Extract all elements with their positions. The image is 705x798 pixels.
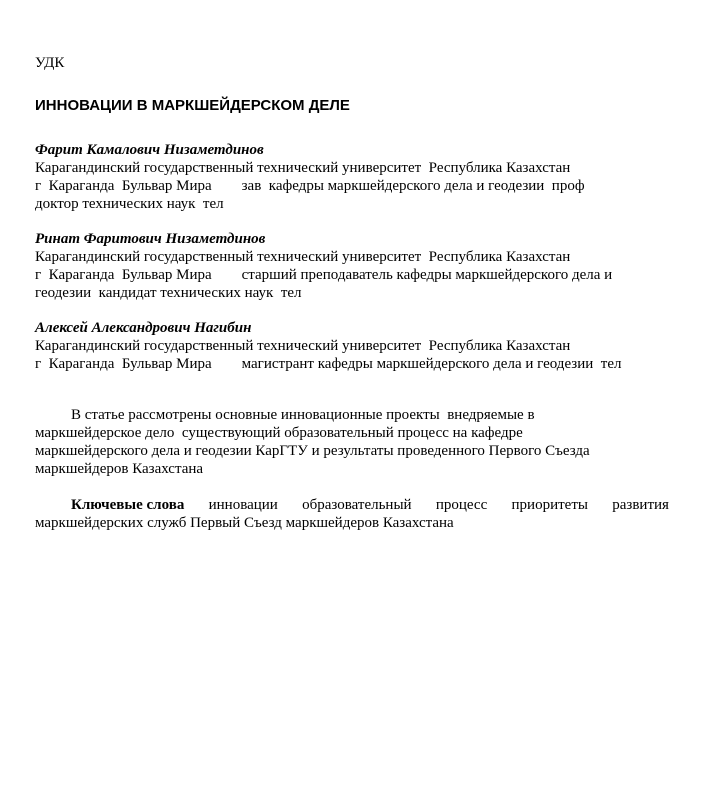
author-affiliation-line: Карагандинский государственный технический университет Республика Казахстан <box>35 338 571 354</box>
keywords-paragraph <box>35 496 669 532</box>
keyword: развития <box>612 497 669 513</box>
abstract-line: маркшейдеров Казахстана <box>35 461 204 477</box>
author-affiliation-line: г Караганда Бульвар Мира зав кафедры маркшейдерского дела и геодезии проф <box>35 178 585 194</box>
author-name: Фарит Камалович Низаметдинов <box>35 142 264 158</box>
abstract-line: маркшейдерского дела и геодезии КарГТУ и результаты проведенного Первого Съезда <box>35 443 590 459</box>
author-affiliation-line: г Караганда Бульвар Мира магистрант кафедры маркшейдерского дела и геодезии тел <box>35 356 622 372</box>
abstract-line: маркшейдерское дело существующий образовательный процесс на кафедре <box>35 425 523 441</box>
author-block-3 <box>35 319 675 373</box>
author-name: Алексей Александрович Нагибин <box>35 320 252 336</box>
keywords-first-line <box>35 496 669 514</box>
keyword: образовательный <box>302 497 412 513</box>
author-affiliation-line: геодезии кандидат технических наук тел <box>35 285 302 301</box>
keywords-continuation: маркшейдерских служб Первый Съезд маркшейдеров Казахстана <box>35 515 454 531</box>
author-name: Ринат Фаритович Низаметдинов <box>35 231 266 247</box>
author-affiliation-line: г Караганда Бульвар Мира старший преподаватель кафедры маркшейдерского дела и <box>35 267 613 283</box>
author-affiliation-line: Карагандинский государственный технический университет Республика Казахстан <box>35 249 571 265</box>
author-affiliation-line: доктор технических наук тел <box>35 196 224 212</box>
paper-title: ИННОВАЦИИ В МАРКШЕЙДЕРСКОМ ДЕЛЕ <box>35 97 350 114</box>
keyword: инновации <box>208 497 278 513</box>
keywords-label: Ключевые слова <box>71 497 185 513</box>
abstract-line: В статье рассмотрены основные инновационные проекты внедряемые в <box>71 407 535 423</box>
author-affiliation-line: Карагандинский государственный технический университет Республика Казахстан <box>35 160 571 176</box>
udk-label: УДК <box>35 55 65 71</box>
abstract <box>35 406 675 478</box>
author-block-2 <box>35 230 675 302</box>
keyword: приоритеты <box>511 497 588 513</box>
author-block-1 <box>35 141 675 213</box>
keyword: процесс <box>435 497 488 513</box>
